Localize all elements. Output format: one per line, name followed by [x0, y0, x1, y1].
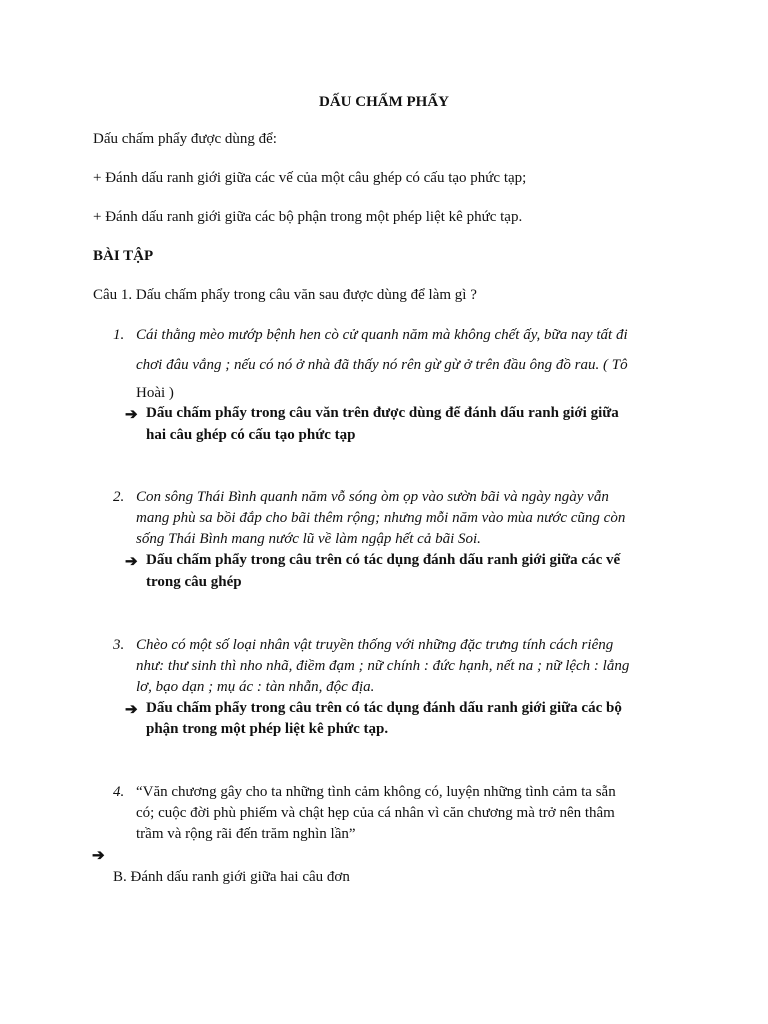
quote-line: như: thư sinh thì nho nhã, điềm đạm ; nữ chính : đức hạnh, nết na ; nữ lệch : lẳng [136, 658, 630, 674]
quote-line: Cái thằng mèo mướp bệnh hen cò cử quanh năm mà không chết ấy, bữa nay tất đi [136, 327, 628, 343]
use-item-1: + Đánh dấu ranh giới giữa các vế của một câu ghép có cấu tạo phức tạp; [93, 170, 527, 186]
item-number: 4. [113, 784, 125, 800]
arrow-right-icon: ➔ [125, 554, 138, 570]
quote-line: Chèo có một số loại nhân vật truyền thống với những đặc trưng tính cách riêng [136, 637, 614, 653]
question-text: Câu 1. Dấu chấm phẩy trong câu văn sau được dùng để làm gì ? [93, 287, 477, 303]
quote-line: chơi đâu vắng ; nếu có nó ở nhà đã thấy nó rên gừ gừ ở trên đầu ông đồ rau. ( Tô [136, 357, 628, 373]
use-item-2: + Đánh dấu ranh giới giữa các bộ phận trong một phép liệt kê phức tạp. [93, 209, 523, 225]
answer-line: Dấu chấm phẩy trong câu trên có tác dụng đánh dấu ranh giới giữa các bộ [146, 700, 622, 716]
arrow-right-icon: ➔ [125, 702, 138, 718]
quote-line: lơ, bạo dạn ; mụ ác : tàn nhẫn, độc địa. [136, 679, 375, 695]
arrow-right-icon: ➔ [125, 407, 138, 423]
final-option: B. Đánh dấu ranh giới giữa hai câu đơn [113, 869, 350, 885]
exercise-heading: BÀI TẬP [93, 248, 154, 264]
page-title: DẤU CHẤM PHẨY [319, 94, 449, 110]
quote-line: Hoài ) [136, 385, 174, 401]
answer-line: trong câu ghép [146, 574, 242, 590]
answer-line: hai câu ghép có cấu tạo phức tạp [146, 427, 356, 443]
quote-line: sống Thái Bình mang nước lũ về làm ngập hết cả bãi Soi. [136, 531, 481, 547]
quote-line: Con sông Thái Bình quanh năm vỗ sóng òm ọp vào sườn bãi và ngày ngày vẫn [136, 489, 609, 505]
intro-text: Dấu chấm phẩy được dùng để: [93, 131, 277, 147]
answer-line: phận trong một phép liệt kê phức tạp. [146, 721, 389, 737]
quote-line: “Văn chương gây cho ta những tình cảm không có, luyện những tình cảm ta sẵn [136, 784, 616, 800]
answer-line: Dấu chấm phẩy trong câu trên có tác dụng đánh dấu ranh giới giữa các vế [146, 552, 621, 568]
quote-line: trầm và rộng rãi đến trăm nghìn lần” [136, 826, 356, 842]
quote-line: có; cuộc đời phù phiếm và chật hẹp của cá nhân vì căn chương mà trở nên thâm [136, 805, 615, 821]
arrow-right-icon: ➔ [92, 848, 105, 864]
item-number: 1. [113, 327, 125, 343]
item-number: 3. [113, 637, 125, 653]
answer-line: Dấu chấm phẩy trong câu văn trên được dùng để đánh dấu ranh giới giữa [146, 405, 619, 421]
item-number: 2. [113, 489, 125, 505]
quote-line: mang phù sa bồi đắp cho bãi thêm rộng; nhưng mỗi năm vào mùa nước cũng còn [136, 510, 626, 526]
